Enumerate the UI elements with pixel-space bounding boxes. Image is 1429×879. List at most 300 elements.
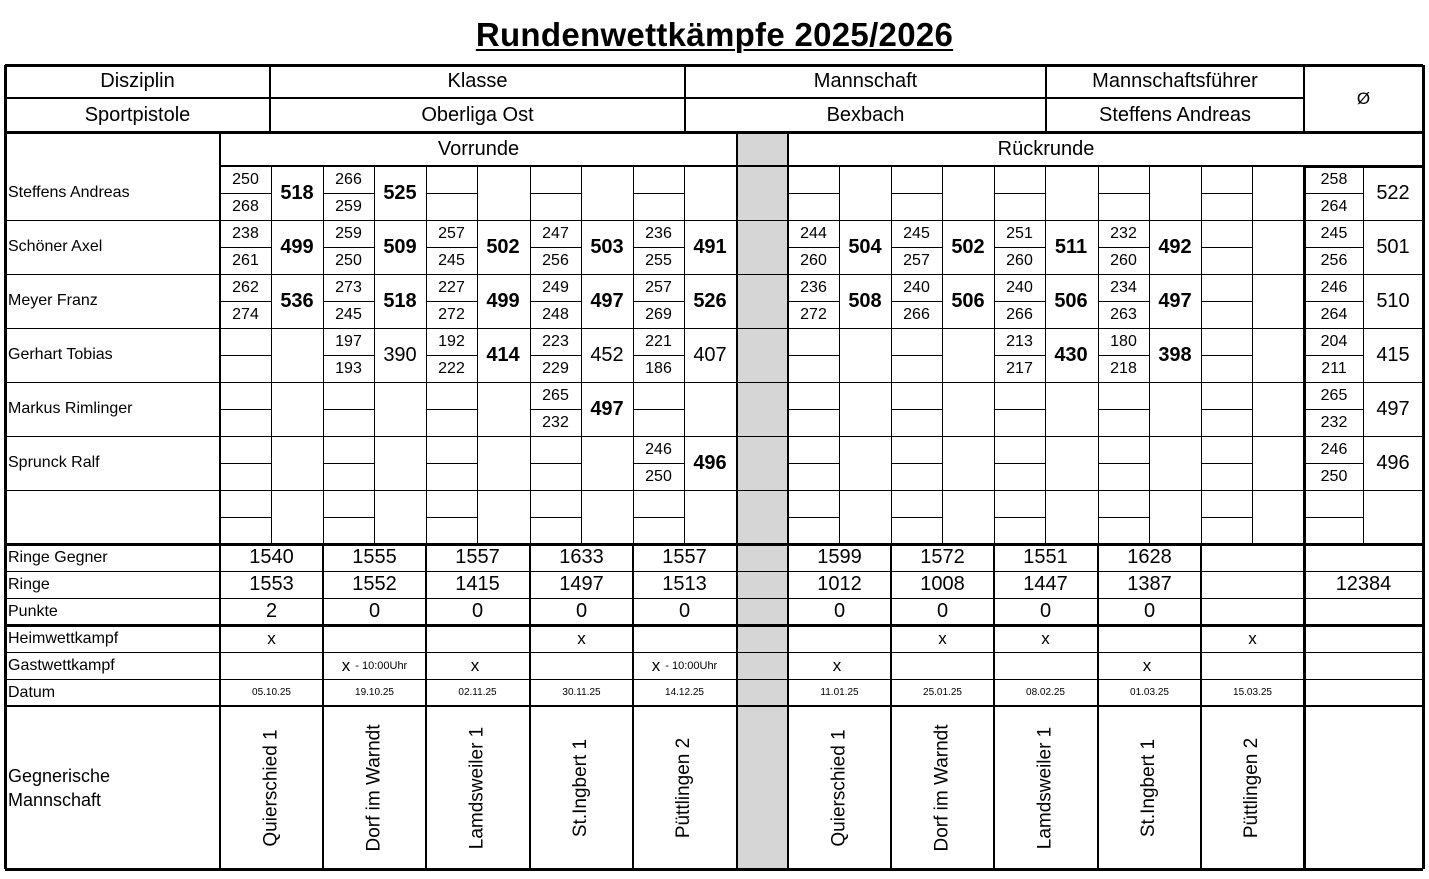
- ringe-value: 1012: [817, 573, 862, 595]
- ringe-value: [1201, 571, 1304, 598]
- heim-mark: [323, 625, 426, 652]
- serie-1: [1201, 220, 1252, 247]
- grid-line: [632, 544, 634, 869]
- shooter-name: Meyer Franz: [8, 292, 98, 309]
- avg-serie-1: 245: [1320, 224, 1348, 242]
- serie-1: 240: [1006, 278, 1033, 296]
- grid-line: [1305, 517, 1363, 518]
- serie-1: 259: [335, 224, 362, 242]
- serie-2: [1201, 193, 1252, 220]
- heim-mark: [788, 625, 891, 652]
- heim-mark: x: [938, 628, 947, 648]
- grid-line: [994, 409, 1045, 410]
- ringe-value: 1497: [559, 573, 604, 595]
- gast-x: x: [832, 655, 842, 675]
- grid-line: [1201, 166, 1202, 544]
- grid-line: [1098, 166, 1099, 544]
- grid-line: [1045, 65, 1047, 132]
- serie-2: [530, 193, 581, 220]
- serie-1: 197: [335, 332, 362, 350]
- serie-2: 274: [232, 305, 259, 323]
- serie-2: [530, 463, 581, 490]
- gast-mark: [323, 652, 426, 679]
- grid-line: [269, 65, 271, 132]
- round-total: [839, 436, 891, 490]
- datum-value: 19.10.25: [355, 687, 394, 698]
- round-total: [942, 382, 994, 436]
- serie-2: 248: [542, 305, 569, 323]
- grid-line: [1303, 65, 1305, 132]
- serie-2: 260: [800, 251, 827, 269]
- heim-mark: x: [267, 628, 276, 648]
- serie-2: [1201, 463, 1252, 490]
- serie-1: [891, 490, 942, 517]
- serie-2: [323, 517, 374, 544]
- serie-2: [633, 517, 684, 544]
- grid-line: [1363, 166, 1364, 544]
- gegner-name: [994, 706, 1097, 869]
- serie-2: 259: [335, 197, 362, 215]
- gast-mark: [633, 652, 736, 679]
- punkte-label: Punkte: [8, 602, 58, 620]
- grid-line: [994, 166, 995, 544]
- grid-line: [994, 193, 1045, 194]
- serie-1: 257: [438, 224, 465, 242]
- grid-line: [1305, 301, 1363, 302]
- grid-line: [633, 193, 684, 194]
- mf-value: Steffens Andreas: [1099, 103, 1251, 126]
- serie-2: 218: [1110, 359, 1137, 377]
- grid-line: [323, 409, 374, 410]
- gegner-name: [426, 706, 529, 869]
- ringe-label: Ringe: [8, 575, 50, 593]
- grid-line: [220, 301, 271, 302]
- serie-1: 251: [1006, 224, 1033, 242]
- serie-1: [530, 436, 581, 463]
- serie-1: [994, 490, 1045, 517]
- serie-2: [633, 409, 684, 436]
- gast-mark: [426, 652, 529, 679]
- mf-label: Mannschaftsführer: [1092, 70, 1258, 92]
- round-total: [477, 436, 529, 490]
- gast-mark: [891, 652, 994, 679]
- grid-line: [1098, 355, 1149, 356]
- serie-2: 186: [645, 359, 672, 377]
- serie-1: [220, 328, 271, 355]
- grid-line: [891, 355, 942, 356]
- shooter-name: [5, 490, 220, 544]
- round-total: [1149, 490, 1201, 544]
- shooter-name: Sprunck Ralf: [8, 454, 100, 471]
- grid-line: [1305, 355, 1363, 356]
- gast-mark: [788, 652, 891, 679]
- grid-line: [890, 544, 892, 869]
- serie-1: 273: [335, 278, 362, 296]
- grid-line: [220, 409, 271, 410]
- avg-serie-1: 265: [1320, 386, 1348, 404]
- avg-serie-2: 211: [1321, 359, 1347, 377]
- shooter-name: Gerhart Tobias: [8, 346, 113, 363]
- serie-2: 229: [542, 359, 569, 377]
- grid-line: [1304, 165, 1423, 168]
- ringe-value: 1387: [1127, 573, 1172, 595]
- grid-line: [426, 166, 427, 544]
- serie-2: [994, 193, 1045, 220]
- grid-line: [426, 409, 477, 410]
- serie-1: [788, 166, 839, 193]
- serie-1: [1201, 166, 1252, 193]
- grid-line: [1305, 409, 1363, 410]
- round-total: 502: [951, 235, 985, 258]
- avg-serie-1: [1305, 490, 1363, 517]
- serie-1: 262: [232, 278, 259, 296]
- round-total: 497: [1158, 289, 1192, 312]
- serie-2: 222: [438, 359, 465, 377]
- serie-2: [220, 409, 271, 436]
- avg-total: 522: [1376, 181, 1410, 204]
- round-total: [477, 382, 529, 436]
- grid-line: [684, 65, 686, 132]
- grid-line: [5, 705, 1423, 707]
- serie-1: 245: [903, 224, 930, 242]
- avg-total: 510: [1376, 289, 1410, 312]
- klasse-label: Klasse: [447, 70, 508, 92]
- serie-1: 244: [800, 224, 827, 242]
- grid-line: [1303, 166, 1306, 869]
- datum-value: 01.03.25: [1130, 687, 1169, 698]
- serie-1: [633, 490, 684, 517]
- grid-line: [530, 409, 581, 410]
- grid-line: [425, 544, 427, 869]
- datum-value: 11.01.25: [820, 687, 859, 698]
- serie-1: [891, 166, 942, 193]
- ringe-gegner-value: 1557: [662, 546, 707, 568]
- grid-line: [530, 247, 581, 248]
- avg-serie-1: 204: [1320, 332, 1348, 350]
- ringe-gegner-value: 1551: [1023, 546, 1068, 568]
- grid-line: [374, 166, 375, 544]
- gegner-text: Püttlingen 2: [1241, 737, 1263, 838]
- heim-mark: [1098, 625, 1201, 652]
- grid-line: [633, 463, 684, 464]
- serie-1: [220, 490, 271, 517]
- gegner-name: [323, 706, 426, 869]
- serie-2: 245: [335, 305, 362, 323]
- avg-total: 501: [1376, 235, 1410, 258]
- round-total: [1252, 166, 1304, 220]
- round-total: [374, 382, 426, 436]
- grid-line: [633, 355, 684, 356]
- serie-1: [220, 382, 271, 409]
- serie-2: [426, 463, 477, 490]
- serie-2: [891, 355, 942, 382]
- serie-1: 180: [1110, 332, 1137, 350]
- gegner-name: [633, 706, 736, 869]
- grid-line: [788, 301, 839, 302]
- serie-2: [1201, 355, 1252, 382]
- serie-1: 192: [438, 332, 465, 350]
- serie-2: [994, 463, 1045, 490]
- serie-1: [1201, 274, 1252, 301]
- round-total: 508: [848, 289, 882, 312]
- grid-line: [5, 624, 1423, 627]
- round-total: [1149, 436, 1201, 490]
- grid-line: [1149, 166, 1150, 544]
- round-total: 491: [693, 235, 727, 258]
- serie-2: [1201, 301, 1252, 328]
- gast-time: - 10:00Uhr: [665, 659, 718, 672]
- grid-line: [1305, 463, 1363, 464]
- heim-label: Heimwettkampf: [8, 629, 119, 647]
- grid-line: [891, 301, 942, 302]
- serie-1: 232: [1110, 224, 1137, 242]
- serie-1: 221: [645, 332, 672, 350]
- grid-line: [942, 166, 943, 544]
- serie-1: 246: [645, 440, 672, 458]
- serie-1: [220, 436, 271, 463]
- round-total: [839, 328, 891, 382]
- gegner-text: Quierschied 1: [828, 728, 850, 847]
- serie-2: [788, 355, 839, 382]
- serie-2: 261: [232, 251, 259, 269]
- grid-line: [994, 517, 1045, 518]
- round-total: [684, 382, 736, 436]
- ringe-gegner-value: 1555: [352, 546, 397, 568]
- gegner-name: [788, 706, 891, 869]
- grid-line: [839, 166, 840, 544]
- datum-value: 30.11.25: [562, 687, 601, 698]
- grid-line: [736, 132, 738, 869]
- ringe-value: 1513: [662, 573, 707, 595]
- ringe-gegner-value: [1201, 544, 1304, 571]
- datum-value: 25.01.25: [923, 687, 962, 698]
- round-total: [942, 490, 994, 544]
- grid-line: [220, 355, 271, 356]
- round-total: [684, 490, 736, 544]
- punkte-value: 0: [471, 600, 484, 622]
- grid-line: [581, 166, 582, 544]
- round-total: [839, 490, 891, 544]
- grid-line: [633, 247, 684, 248]
- grid-line: [1098, 301, 1149, 302]
- round-total: 536: [280, 289, 314, 312]
- round-total: 502: [486, 235, 520, 258]
- serie-1: 227: [438, 278, 465, 296]
- mannschaft-value: Bexbach: [826, 103, 905, 126]
- page-title: Rundenwettkämpfe 2025/2026: [475, 16, 954, 53]
- grid-line: [426, 301, 477, 302]
- grid-line: [684, 166, 685, 544]
- ringe-gegner-value: 1572: [920, 546, 965, 568]
- gast-x: x: [341, 655, 351, 675]
- grid-line: [530, 301, 581, 302]
- punkte-value: 0: [833, 600, 846, 622]
- grid-line: [426, 247, 477, 248]
- gegner-label: [8, 764, 110, 812]
- grid-line: [891, 193, 942, 194]
- round-total: 452: [590, 343, 624, 366]
- grid-line: [530, 463, 581, 464]
- grid-line: [1201, 517, 1252, 518]
- gast-mark: [994, 652, 1097, 679]
- shooter-name: Schöner Axel: [8, 238, 103, 255]
- gast-x: x: [1142, 655, 1152, 675]
- round-total: 414: [486, 343, 520, 366]
- round-total: [1252, 274, 1304, 328]
- serie-2: 250: [645, 467, 672, 485]
- gast-label: Gastwettkampf: [8, 656, 115, 674]
- avg-serie-2: [1305, 517, 1363, 544]
- serie-1: 238: [232, 224, 259, 242]
- grid-line: [271, 166, 272, 544]
- serie-1: 240: [903, 278, 930, 296]
- serie-2: [994, 517, 1045, 544]
- gegner-name: [1201, 706, 1304, 869]
- avg-serie-1: 246: [1320, 278, 1348, 296]
- serie-1: [891, 436, 942, 463]
- serie-1: [323, 490, 374, 517]
- shooter-name: Markus Rimlinger: [8, 400, 133, 417]
- serie-2: [788, 517, 839, 544]
- serie-2: [891, 409, 942, 436]
- serie-2: 266: [1006, 305, 1033, 323]
- gegner-text: Quierschied 1: [260, 728, 282, 847]
- serie-1: [788, 328, 839, 355]
- serie-2: [1098, 517, 1149, 544]
- round-total: [1149, 166, 1201, 220]
- ringe-gegner-value: 1557: [455, 546, 500, 568]
- round-total: 506: [1054, 289, 1088, 312]
- grid-line: [5, 64, 1423, 67]
- gegner-text: Dorf im Warndt: [931, 723, 953, 852]
- grid-line: [5, 679, 1423, 680]
- round-total: 492: [1158, 235, 1192, 258]
- avg-serie-1: 246: [1320, 440, 1348, 458]
- serie-1: 266: [335, 170, 362, 188]
- serie-2: 257: [903, 251, 930, 269]
- grid-line: [788, 355, 839, 356]
- punkte-value: 0: [678, 600, 691, 622]
- serie-1: [1201, 490, 1252, 517]
- serie-2: [1201, 409, 1252, 436]
- round-total: 499: [280, 235, 314, 258]
- grid-line: [891, 409, 942, 410]
- grid-line: [220, 247, 271, 248]
- grid-line: [426, 193, 477, 194]
- datum-value: 08.02.25: [1026, 687, 1065, 698]
- serie-2: [788, 193, 839, 220]
- round-total: 430: [1054, 343, 1088, 366]
- avg-total: 496: [1376, 451, 1410, 474]
- heim-mark: x: [1041, 628, 1050, 648]
- punkte-value: 0: [575, 600, 588, 622]
- serie-2: 256: [542, 251, 569, 269]
- serie-1: [891, 328, 942, 355]
- serie-1: [530, 490, 581, 517]
- serie-1: 265: [542, 386, 569, 404]
- grid-line: [5, 97, 1304, 99]
- round-total: [581, 436, 633, 490]
- grid-line: [891, 463, 942, 464]
- serie-2: 263: [1110, 305, 1137, 323]
- heim-mark: x: [1248, 628, 1257, 648]
- klasse-value: Oberliga Ost: [421, 103, 534, 126]
- punkte-value: 0: [1143, 600, 1156, 622]
- serie-2: [426, 517, 477, 544]
- round-total: 496: [693, 451, 727, 474]
- grid-line: [1201, 193, 1252, 194]
- round-total: [942, 436, 994, 490]
- serie-1: 213: [1006, 332, 1033, 350]
- ringe-value: 1415: [455, 573, 500, 595]
- datum-value: 05.10.25: [252, 687, 291, 698]
- serie-2: 255: [645, 251, 672, 269]
- round-total: 407: [693, 343, 727, 366]
- datum-value: 02.11.25: [458, 687, 497, 698]
- serie-1: [633, 382, 684, 409]
- grid-line: [323, 193, 374, 194]
- gegner-name: [530, 706, 633, 869]
- round-total: [1252, 382, 1304, 436]
- grid-line: [219, 544, 221, 869]
- round-total: [1045, 436, 1097, 490]
- disziplin-label: Disziplin: [100, 70, 175, 92]
- grid-line: [994, 247, 1045, 248]
- punkte-value: 0: [1039, 600, 1052, 622]
- serie-1: [1201, 382, 1252, 409]
- serie-2: [220, 517, 271, 544]
- round-total: [684, 166, 736, 220]
- serie-1: 257: [645, 278, 672, 296]
- grid-line: [323, 355, 374, 356]
- serie-1: 236: [645, 224, 672, 242]
- serie-2: [788, 463, 839, 490]
- grid-line: [1098, 193, 1149, 194]
- serie-1: [994, 166, 1045, 193]
- grid-line: [530, 166, 531, 544]
- grid-line: [1098, 409, 1149, 410]
- grid-line: [477, 166, 478, 544]
- serie-2: [1201, 247, 1252, 274]
- ringe-gegner-value: 1540: [249, 546, 294, 568]
- round-total: [1252, 328, 1304, 382]
- round-total: 506: [951, 289, 985, 312]
- round-total: 511: [1054, 235, 1088, 258]
- round-total: [374, 436, 426, 490]
- ringe-value: 1447: [1023, 573, 1068, 595]
- round-total: [271, 382, 323, 436]
- heim-mark: [426, 625, 529, 652]
- grid-line: [426, 355, 477, 356]
- punkte-value: 0: [936, 600, 949, 622]
- grid-line: [994, 463, 1045, 464]
- grid-line: [633, 517, 684, 518]
- round-total: [942, 166, 994, 220]
- serie-2: [426, 409, 477, 436]
- serie-2: [1201, 517, 1252, 544]
- serie-2: [891, 193, 942, 220]
- ringe-value: 1008: [920, 573, 965, 595]
- grid-line: [1201, 301, 1252, 302]
- grid-line: [219, 132, 221, 544]
- grid-line: [788, 517, 839, 518]
- gast-x: x: [470, 655, 480, 675]
- gegner-name: [1098, 706, 1201, 869]
- grid-line: [1305, 193, 1363, 194]
- grid-line: [220, 463, 271, 464]
- round-total: [1252, 220, 1304, 274]
- serie-2: [1098, 409, 1149, 436]
